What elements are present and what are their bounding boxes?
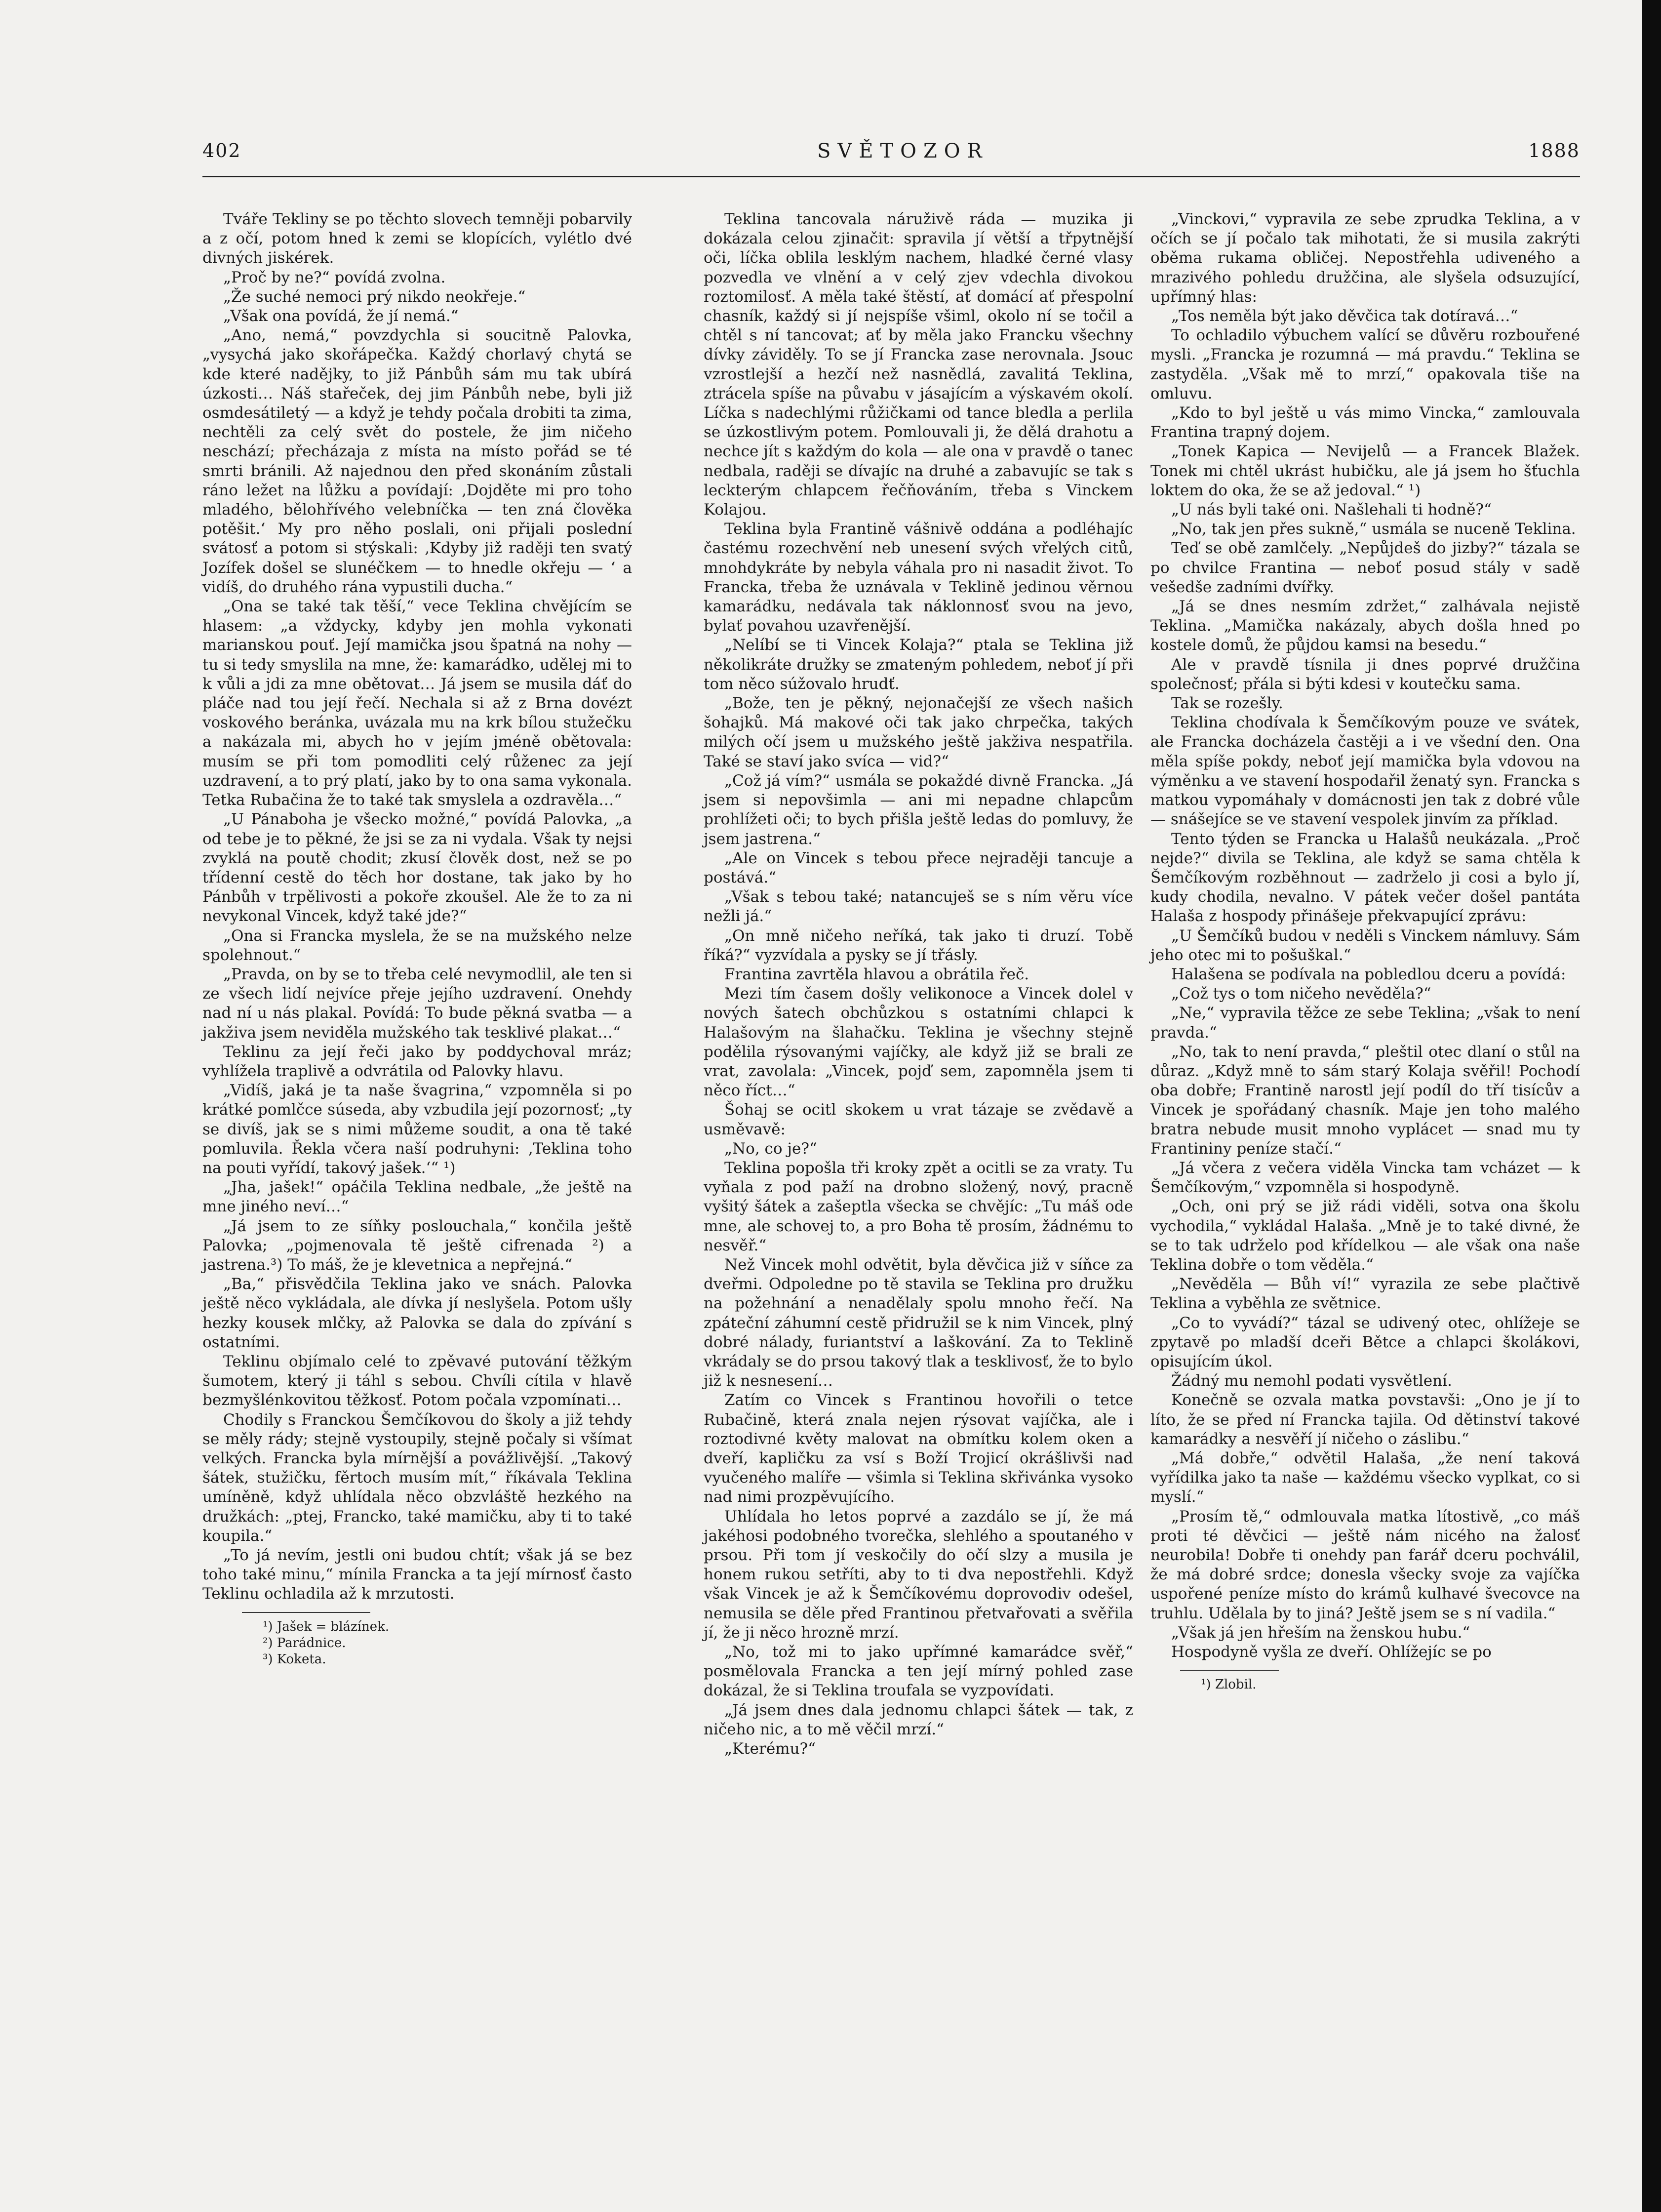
paragraph: Uhlídala ho letos poprvé a zazdálo se jí, že má jakéhosi podobného tvorečka, slehlého a spoutaného v prsou. Při tom jí veskočily do očí slzy a musila je honem rukou setříti, aby to ti dva nepostřehli. Když však Vincek je až k Šemčíkovému doprovodiv odešel, nemusila se děle před Frantinou přetvařovati a svěřila jí, že ji něco hrozně mrzí. — [704, 1507, 1133, 1642]
paragraph: Teklina tancovala náruživě ráda — muzika ji dokázala celou zjinačit: spravila jí větší a třpytnější oči, líčka oblila lesklým nachem, hladké černé vlasy pozvedla ve vlnění a v celý zjev vdechla divokou roztomilosť. A měla také štěstí, ať domácí ať přespolní chasník, každý si jí nejspíše všiml, okolo ní se točil a chtěl s ní tancovat; ať by měla jako Francku všechny dívky záviděly. To se jí Francka zase nerovnala. Jsouc vzrostlejší a hezčí než nasnědlá, zavalitá Teklina, ztrácela spíše na půvabu v jásajícím a výskavém okolí. Líčka s nadechlými růžičkami od tance bledla a perlila se úzkostlivým potem. Pomlouvali ji, že dělá drahotu a nechce jít s každým do kola — ale ona v pravdě o tanec nedbala, raději se dívajíc na druhé a zabavujíc se tak s leckterým chlapcem řečňováním, třeba s Vinckem Kolajou. — [704, 210, 1133, 519]
paragraph: „No, co je?“ — [724, 1139, 817, 1158]
paragraph: Tento týden se Francka u Halašů neukázala. „Proč nejde?“ divila se Teklina, ale když se sama chtěla k Šemčíkovým rozběhnout — zadrželo ji cosi a bylo jí, kudy chodila, nevalno. V pátek večer došel pantáta Halaša z hospody přinášeje překvapující zprávu: — [1150, 830, 1580, 925]
paragraph: Frantina zavrtěla hlavou a obrátila řeč. — [724, 965, 1029, 983]
scan-edge-bar — [1642, 0, 1661, 2212]
paragraph: „Což já vím?“ usmála se pokaždé divně Francka. „Já jsem si nepovšimla — ani mi nepadne chlapcům prohlížeti oči; to bych přišla ještě ledas do pomluvy, že jsem jastrena.“ — [704, 771, 1133, 848]
footnotes — [1150, 1677, 1580, 1693]
paragraph: „Ona se také tak těší,“ vece Teklina chvějícím se hlasem: „a vždycky, kdyby jen mohla vykonati marianskou pouť. Její mamička jsou špatná na nohy — tu si tedy smyslila na mne, že: kamarádko, udělej mi to k vůli a jdi za mne obětovat… Já jsem se musila dáť do pláče nad tou její řečí. Nechala si až z Brna dovézt voskového beránka, uvázala mu na krk bílou stužečku a nakázala mi, abych ho v jejím jméně obětovala: musím se při tom pomodliti celý růženec za její uzdravení, a to prý platí, jako by to ona sama vykonala. Tetka Rubačina že to také tak smyslela a ozdravěla…“ — [202, 598, 632, 809]
footnote: ¹) Zlobil. — [1201, 1677, 1257, 1692]
paragraph: „Vinckovi,“ vypravila ze sebe zprudka Teklina, a v očích se jí počalo tak mihotati, že si musila zakrýti oběma rukama obličej. Nepostřehla udiveného a mrazivého pohledu družčina, ale slyšela odsuzující, upřímný hlas: — [1150, 210, 1580, 306]
paragraph: Konečně se ozvala matka povstavši: „Ono je jí to líto, že se před ní Francka tajila. Od dětinství takové kamarádky a nesvěří jí ničeho o záslibu.“ — [1150, 1391, 1580, 1448]
column-3 — [1150, 210, 1580, 1693]
footnotes — [202, 1619, 632, 1668]
footnote: ³) Koketa. — [263, 1651, 326, 1667]
paragraph: Žádný mu nemohl podati vysvětlení. — [1171, 1372, 1452, 1390]
paragraph: „No, tak to není pravda,“ pleštil otec dlaní o stůl na důraz. „Když mně to sám starý Kolaja svěřil! Pochodí oba dobře; Frantině narostl její podíl do tří tisícův a Vincek je spořádaný chasník. Maje jen toho malého bratra nebude musit mnoho vyplácet — snad mu ty Frantininy peníze stačí.“ — [1150, 1043, 1580, 1158]
paragraph: „Nelíbí se ti Vincek Kolaja?“ ptala se Teklina již několikráte družky se zmateným pohledem, neboť jí při tom něco súžovalo hrudť. — [704, 636, 1133, 693]
paragraph: „Ne,“ vypravila těžce ze sebe Teklina; „však to není pravda.“ — [1150, 1004, 1580, 1042]
paragraph: „U nás byli také oni. Našlehali ti hodně?“ — [1171, 501, 1492, 519]
footnote: ²) Parádnice. — [263, 1635, 346, 1650]
paragraph: Teklinu objímalo celé to zpěvavé putování těžkým šumotem, který ji táhl s sebou. Chvíli cítila v hlavě bezmyšlénkovitou těžkosť. Potom počala vzpomínati… — [202, 1352, 632, 1409]
paragraph: Šohaj se ocitl skokem u vrat tázaje se zvědavě a usměvavě: — [704, 1101, 1133, 1138]
paragraph: „Já jsem dnes dala jednomu chlapci šátek — tak, z ničeho nic, a to mě věčil mrzí.“ — [704, 1701, 1133, 1738]
paragraph: „Však ona povídá, že jí nemá.“ — [223, 307, 459, 325]
paragraph: „Jha, jašek!“ opáčila Teklina nedbale, „že ještě na mne jiného neví…“ — [202, 1178, 632, 1216]
header-rule — [202, 176, 1580, 177]
paragraph: „Vidíš, jaká je ta naše švagrina,“ vzpomněla si po krátké pomlčce súseda, aby vzbudila její pozornosť; „ty se divíš, jak se s nimi můžeme soudit, a ona tě také pomluvila. Řekla včera naší podruhyni: ‚Teklina toho na pouti vyřídí, takový jašek.‘“ ¹) — [202, 1082, 632, 1177]
paragraph: „Má dobře,“ odvětil Halaša, „že není taková vyřídilka jako ta naše — každému všecko vyplkat, co si myslí.“ — [1150, 1449, 1580, 1506]
page-header — [202, 140, 1580, 169]
paragraph: „Kterému?“ — [724, 1740, 816, 1758]
paragraph: Ale v pravdě tísnila ji dnes poprvé družčina společnosť; přála si býti kdesi v koutečku sama. — [1150, 655, 1580, 693]
paragraph: „Že suché nemoci prý nikdo neokřeje.“ — [223, 287, 526, 306]
paragraph: Halašena se podívala na pobledlou dceru a povídá: — [1171, 965, 1566, 983]
paragraph: „Což tys o tom ničeho nevěděla?“ — [1171, 985, 1431, 1003]
paragraph: „Proč by ne?“ povídá zvolna. — [223, 268, 446, 286]
paragraph: „Nevěděla — Bůh ví!“ vyrazila ze sebe plačtivě Teklina a vyběhla ze světnice. — [1150, 1275, 1580, 1313]
paragraph: „Pravda, on by se to třeba celé nevymodlil, ale ten si ze všech lidí nejvíce přeje jejího uzdravení. Onehdy nad ní u nás plakal. Povídá: To bude pěkná svatba — a jakživa jsem neviděla mužského tak tesklivé plakat…“ — [202, 965, 632, 1042]
paragraph: „Já včera z večera viděla Vincka tam vcházet — k Šemčíkovým,“ vzpomněla si hospodyně. — [1150, 1159, 1580, 1197]
paragraph: Než Vincek mohl odvětit, byla děvčica již v síňce za dveřmi. Odpoledne po tě stavila se Teklina pro družku na požehnání a nenadělaly spolu mnoho řečí. Na zpáteční záhumní cestě přidružil se k nim Vincek, plný dobré nálady, furiantství a laškování. Za to Teklině vkrádaly se do prsou takový tlak a tesklivosť, že to bylo již k nesnesení… — [704, 1255, 1133, 1390]
column-1 — [202, 210, 632, 1668]
paragraph: Teď se obě zamlčely. „Nepůjdeš do jizby?“ tázala se po chvilce Frantina — neboť posud stály v sadě vešedše zadními dvířky. — [1150, 539, 1580, 596]
paragraph: „On mně ničeho neříká, tak jako ti druzí. Tobě říká?“ vyzvídala a pysky se jí třásly. — [704, 926, 1133, 964]
paragraph: Chodily s Franckou Šemčíkovou do školy a již tehdy se měly rády; stejně vystoupily, stejně počaly si všímat velkých. Francka byla mírnější a povážlivější. „Takový šátek, stužičku, fěrtoch musím mít,“ říkávala Teklina umíněně, když uhlídala něco obzvláště hezkého na družkách: „ptej, Francko, také mamičku, aby ti to také koupila.“ — [202, 1410, 632, 1545]
paragraph: „No, tak jen přes sukně,“ usmála se nuceně Teklina. — [1171, 520, 1576, 538]
paragraph: „Och, oni prý se již rádi viděli, sotva ona školu vychodila,“ vykládal Halaša. „Mně je to také divné, že se to tak udrželo pod křídelkou — ale však ona naše Teklina dobře o tom věděla.“ — [1150, 1198, 1580, 1274]
footnote: ¹) Jašek = blázínek. — [263, 1619, 390, 1634]
paragraph: „Já se dnes nesmím zdržet,“ zalhávala nejistě Teklina. „Mamička nakázaly, abych došla hned po kostele domů, že půjdou kamsi na besedu.“ — [1150, 598, 1580, 654]
year: 1888 — [1528, 140, 1580, 161]
paragraph: „Co to vyvádí?“ tázal se udivený otec, ohlížeje se zpytavě po mladší dceři Bětce a chlapci školákovi, opisujícím úkol. — [1150, 1314, 1580, 1370]
page-number: 402 — [202, 140, 241, 161]
paragraph: Mezi tím časem došly velikonoce a Vincek dolel v nových šatech obchůzkou s ostatními chlapci k Halašovým na šlahačku. Teklina je všechny stejně podělila rýsovanými vajíčky, ale když již se brali ze vrat, zavolala: „Vincek, pojď sem, zapomněla jsem ti něco říct…“ — [704, 985, 1133, 1100]
paragraph: „To já nevím, jestli oni budou chtít; však já se bez toho také minu,“ mínila Francka a ta její mírnosť často Teklinu ochladila až k mrzutosti. — [202, 1546, 632, 1603]
paragraph: Teklina chodívala k Šemčíkovým pouze ve svátek, ale Francka docházela častěji a i ve všední den. Ona měla spíše pokdy, neboť její mamička byla vdovou na výměnku a ve stavení hospodařil ženatý syn. Francka s matkou vypomáhaly v domácnosti jen tak z dobré vůle — snášejíce se ve stavení vespolek jinvím za příklad. — [1150, 714, 1580, 829]
paragraph: „Kdo to byl ještě u vás mimo Vincka,“ zamlouvala Frantina trapný dojem. — [1150, 404, 1580, 442]
paragraph: „Ale on Vincek s tebou přece nejraději tancuje a postává.“ — [704, 849, 1133, 886]
footnote-rule — [242, 1612, 370, 1613]
paragraph: „Ona si Francka myslela, že se na mužského nelze spolehnout.“ — [202, 926, 632, 964]
paragraph: „Však s tebou také; natancuješ se s ním věru více nežli já.“ — [704, 888, 1133, 925]
paragraph: „Ano, nemá,“ povzdychla si soucitně Palovka, „vysychá jako skořápečka. Každý chorlavý chytá se kde které nadějky, to již Pánbůh sám mu tak ubírá úzkosti… Náš stařeček, dej jim Pánbůh nebe, byli již osmdesátiletý — a když je tehdy počala drobiti ta zima, nechtěli za celý svět do postele, že jim ničeho neschází; přecházaja z místa na místo pořád se té smrti bránili. Až najednou den před skonáním zůstali ráno ležet na lůžku a povídají: ‚Dojděte mi pro toho mladého, bělohřívého velebníčka — ten zná člověka potěšit.‘ My pro něho poslali, oni přijali poslední svátosť a potom si stýskali: ‚Kdyby již raději ten svatý Jozífek došel se slunéčkem — to hnedle okřeju — ‘ a vidíš, do druhého rána vypustili ducha.“ — [202, 326, 632, 596]
paragraph: „Tos neměla být jako děvčica tak dotíravá…“ — [1171, 307, 1518, 325]
paragraph: Tváře Tekliny se po těchto slovech temněji pobarvily a z očí, potom hned k zemi se klopících, vylétlo dvé divných jiskérek. — [202, 210, 632, 267]
paragraph: Zatím co Vincek s Frantinou hovořili o tetce Rubačině, která znala nejen rýsovat vajíčka, ale i roztodivné květy malovat na obmítku kolem oken a dveří, kapličku za vsí s Boží Trojicí okrášlivši nad vyučeného malíře — všimla si Teklina skřivánka vysoko nad nimi prozpěvujícího. — [704, 1391, 1133, 1506]
journal-title: SVĚTOZOR — [817, 140, 989, 162]
footnote-rule — [1180, 1670, 1279, 1671]
paragraph: „U Pánaboha je všecko možné,“ povídá Palovka, „a od tebe je to pěkné, že jsi se za ni vydala. Však ty nejsi zvyklá na poutě chodit; zkusí člověk dost, než se po třídenní cestě do těch hor dostane, tak jako by ho Pánbůh v trpělivosti a pokoře zkoušel. Ale že to za ni nevykonal Vincek, když také jde?“ — [202, 810, 632, 925]
paragraph: „Bože, ten je pěkný, nejonačejší ze všech našich šohajků. Má makové oči tak jako chrpečka, takých milých očí jsem u mužského ještě jakživa nespatřila. Také se staví jako svíca — vid?“ — [704, 694, 1133, 770]
paragraph: „No, tož mi to jako upřímné kamarádce svěř,“ posmělovala Francka a ten její mírný pohled zase dokázal, že si Teklina troufala se vyzpovídati. — [704, 1643, 1133, 1700]
paragraph: Tak se rozešly. — [1171, 694, 1283, 713]
paragraph: Teklina popošla tři kroky zpět a ocitli se za vraty. Tu vyňala z pod paží na drobno složený, nový, pracně vyšitý šátek a zašeptla všecka se chvějíc: „Tu máš ode mne, ale schovej to, a pro Boha tě prosím, žádnému to nesvěř.“ — [704, 1159, 1133, 1254]
paragraph: „Já jsem to ze síňky poslouchala,“ končila ještě Palovka; „pojmenovala tě ještě cifrenada ²) a jastrena.³) To máš, že je klevetnica a nepřejná.“ — [202, 1217, 632, 1274]
paragraph: „Ba,“ přisvědčila Teklina jako ve snách. Palovka ještě něco vykládala, ale dívka jí neslyšela. Potom ušly hezky kousek mlčky, až Palovka se dala do zpívání s ostatními. — [202, 1275, 632, 1351]
paragraph: Hospodyně vyšla ze dveří. Ohlížejíc se po — [1171, 1643, 1492, 1661]
paragraph: „U Šemčíků budou v neděli s Vinckem námluvy. Sám jeho otec mi to pošuškal.“ — [1150, 926, 1580, 964]
paragraph: „Však já jen hřeším na ženskou hubu.“ — [1171, 1623, 1470, 1642]
paragraph: „Tonek Kapica — Nevijelů — a Francek Blažek. Tonek mi chtěl ukrást hubičku, ale já jsem ho šťuchla loktem do oka, že se až jedoval.“ ¹) — [1150, 442, 1580, 499]
paragraph: Teklina byla Frantině vášnivě oddána a podléhajíc častému rozechvění neb unesení svých vřelých citů, mnohdykráte by nebyla váhala pro ni nasadit život. To Francka, třeba že uznávala v Teklině jedinou věrnou kamarádku, nedávala tak náklonnosť svou na jevo, bylať povahou uzavřenější. — [704, 520, 1133, 635]
column-2 — [704, 210, 1133, 1759]
paragraph: „Prosím tě,“ odmlouvala matka lítostivě, „co máš proti té děvčici — ještě nám nicého na žalosť neurobila! Dobře ti onehdy pan farář dceru pochválil, že má dobré srdce; donesla všecky svoje za vajíčka uspořené peníze místo do krámů kulhavé švecovce na truhlu. Udělala by to jiná? Ještě jsem se s ní vadila.“ — [1150, 1507, 1580, 1622]
paragraph: To ochladilo výbuchem valící se důvěru rozbouřené mysli. „Francka je rozumná — má pravdu.“ Teklina se zastyděla. „Však mě to mrzí,“ opakovala tiše na omluvu. — [1150, 326, 1580, 402]
paragraph: Teklinu za její řeči jako by poddychoval mráz; vyhlížela traplivě a odvrátila od Palovky hlavu. — [202, 1043, 632, 1080]
